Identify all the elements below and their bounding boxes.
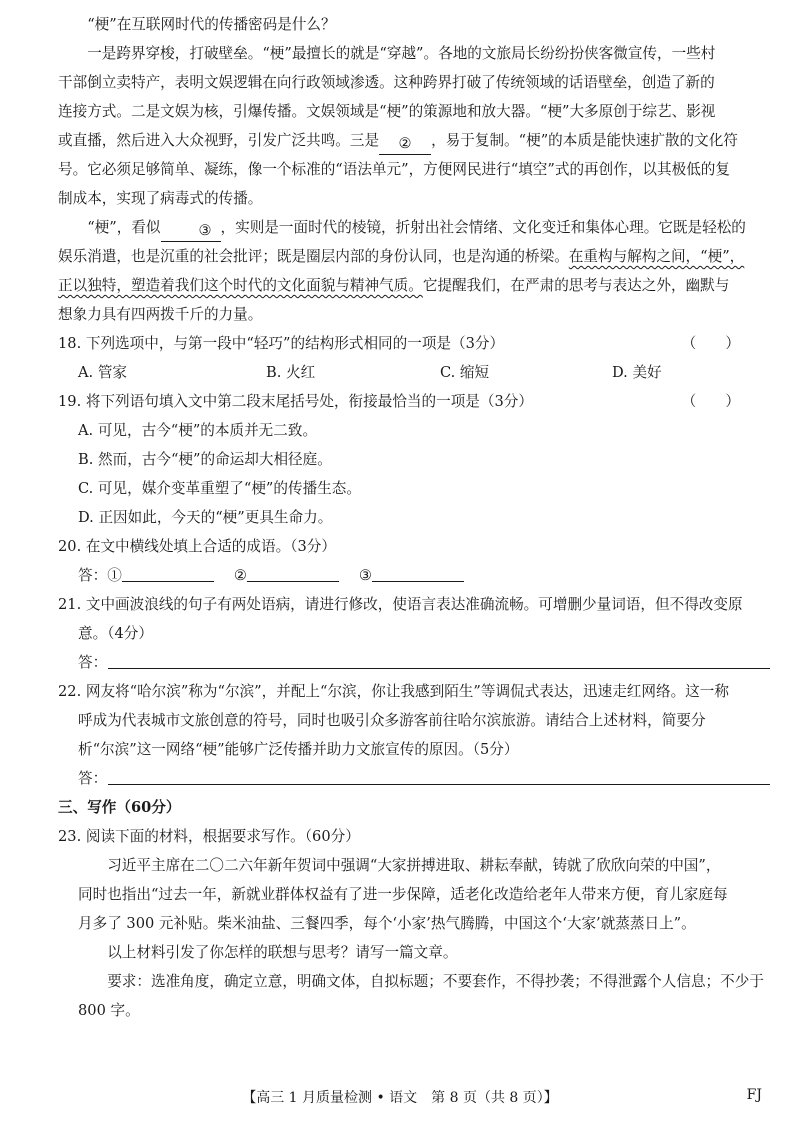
q23-material-line1: 习近平主席在二〇二六年新年贺词中强调“大家拼搏进取、耕耘奉献，铸就了欣欣向荣的中国”， <box>107 857 721 874</box>
q18-options <box>78 358 758 387</box>
q23-requirements-line2: 800 字。 <box>78 1002 140 1019</box>
q18-option-c: C. 缩短 <box>440 364 490 381</box>
q20-mark-1: ① <box>107 567 122 584</box>
q20-mark-2: ② <box>233 567 247 584</box>
question-22-line3: 析“尔滨”这一网络“梗”能够广泛传播并助力文旅宣传的原因。（5分） <box>78 741 519 758</box>
blank-2: ② <box>379 134 431 155</box>
question-21-line2: 意。（4分） <box>78 625 153 642</box>
question-19 <box>58 387 770 416</box>
question-20: 20. 在文中横线处填上合适的成语。（3分） <box>58 538 336 555</box>
q21-answer-row <box>78 648 770 677</box>
passage-p1-line6: 制成本，实现了病毒式的传播。 <box>58 190 263 207</box>
q23-material-line3: 月多了 300 元补贴。柴米油盐、三餐四季，每个‘小家’热气腾腾，中国这个‘大家’就蒸蒸日上”。 <box>78 915 696 932</box>
p2-line3-tail: 它提醒我们，在严肃的思考与表达之外，幽默与 <box>422 277 730 294</box>
q23-material-line2: 同时也指出“过去一年，新就业群体权益有了进一步保障，适老化改造给老年人带来方便，育儿家庭每 <box>78 886 728 903</box>
p2-line2-text: 娱乐消遣，也是沉重的社会批评；既是圈层内部的身份认同，也是沟通的桥梁。 <box>58 248 569 265</box>
passage-p2-line3 <box>58 271 770 300</box>
q19-option-b: B. 然而，古今“梗”的命运却大相径庭。 <box>78 451 332 468</box>
q21-answer-line[interactable] <box>108 668 770 669</box>
q20-blank-2[interactable] <box>247 563 339 582</box>
q22-answer-label: 答： <box>78 770 108 787</box>
passage-p1-line4 <box>58 126 770 155</box>
q20-answer-row <box>78 561 770 590</box>
q18-answer-paren[interactable]: （ ） <box>681 335 740 352</box>
question-21-line1: 21. 文中画波浪线的句子有两处语病，请进行修改，使语言表达准确流畅。可增删少量词语，但不得改变原 <box>58 596 743 613</box>
blank-3: ③ <box>161 221 221 242</box>
q22-answer-row <box>78 764 770 793</box>
p1-line4-a: 或直播，然后进入大众视野，引发广泛共鸣。三是 <box>58 132 380 149</box>
q20-mark-3: ③ <box>358 567 372 584</box>
q19-option-d: D. 正因如此，今天的“梗”更具生命力。 <box>78 509 333 526</box>
q19-stem: 19. 将下列语句填入文中第二段末尾括号处，衔接最恰当的一项是（3分） <box>58 393 533 410</box>
q19-option-c: C. 可见，媒介变革重塑了“梗”的传播生态。 <box>78 480 361 497</box>
passage-p1-line5: 号。它必须足够简单、凝练，像一个标准的“语法单元”，方便网民进行“填空”式的再创作，以其极低的复 <box>58 161 730 178</box>
passage-p2-line1 <box>58 213 770 242</box>
q18-option-b: B. 火红 <box>266 364 316 381</box>
wavy-sentence-part2: 正以独特，塑造着我们这个时代的文化面貌与精神气质。 <box>58 277 423 294</box>
passage-p1-line2: 干部倒立卖特产，表明文娱逻辑在向行政领域渗透。这种跨界打破了传统领域的话语壁垒，创造了新的 <box>58 74 715 91</box>
q18-option-d: D. 美好 <box>612 364 662 381</box>
q19-answer-paren[interactable]: （ ） <box>681 393 740 410</box>
question-22-line2: 呼成为代表城市文旅创意的符号，同时也吸引众多游客前往哈尔滨旅游。请结合上述材料，简要分 <box>78 712 706 729</box>
passage-p1-line1: 一是跨界穿梭，打破壁垒。“梗”最擅长的就是“穿越”。各地的文旅局长纷纷扮侠客微宣传，一些村 <box>87 45 716 62</box>
page-footer: 【高三 1 月质量检测 • 语文 第 8 页（共 8 页）】 <box>242 1090 558 1106</box>
passage-p2-line4: 想象力具有四两拨千斤的力量。 <box>58 306 263 323</box>
q20-answer-label: 答： <box>78 567 108 584</box>
p2-start: “梗”，看似 <box>87 219 161 236</box>
q18-option-a: A. 管家 <box>78 364 128 381</box>
p2-cont: ，实则是一面时代的棱镜，折射出社会情绪、文化变迁和集体心理。它既是轻松的 <box>220 219 746 236</box>
section-3-title: 三、写作（60分） <box>58 799 181 816</box>
passage-heading: “梗”在互联网时代的传播密码是什么？ <box>87 16 336 33</box>
q23-requirements-line1: 要求：选准角度，确定立意，明确文体，自拟标题；不要套作，不得抄袭；不得泄露个人信息；不少于 <box>107 973 764 990</box>
footer-code: FJ <box>746 1087 762 1103</box>
q21-answer-label: 答： <box>78 654 108 671</box>
question-23: 23. 阅读下面的材料，根据要求写作。（60分） <box>58 828 360 845</box>
q20-blank-1[interactable] <box>122 563 214 582</box>
passage-p1-line3: 连接方式。二是文娱为核，引爆传播。文娱领域是“梗”的策源地和放大器。“梗”大多原创于综艺、影视 <box>58 103 716 120</box>
q22-answer-line[interactable] <box>108 784 770 785</box>
q23-prompt: 以上材料引发了你怎样的联想与思考？请写一篇文章。 <box>107 944 458 961</box>
passage-p2-line2 <box>58 242 770 271</box>
wavy-sentence-part1: 在重构与解构之间，“梗”， <box>568 248 745 265</box>
p1-line4-b: ，易于复制。“梗”的本质是能快速扩散的文化符 <box>431 132 738 149</box>
question-18 <box>58 329 770 358</box>
question-22-line1: 22. 网友将“哈尔滨”称为“尔滨”，并配上“尔滨，你让我感到陌生”等调侃式表达，迅速走红网络。这一称 <box>58 683 729 700</box>
q20-blank-3[interactable] <box>372 563 464 582</box>
q19-option-a: A. 可见，古今“梗”的本质并无二致。 <box>78 422 318 439</box>
q18-stem: 18. 下列选项中，与第一段中“轻巧”的结构形式相同的一项是（3分） <box>58 335 505 352</box>
